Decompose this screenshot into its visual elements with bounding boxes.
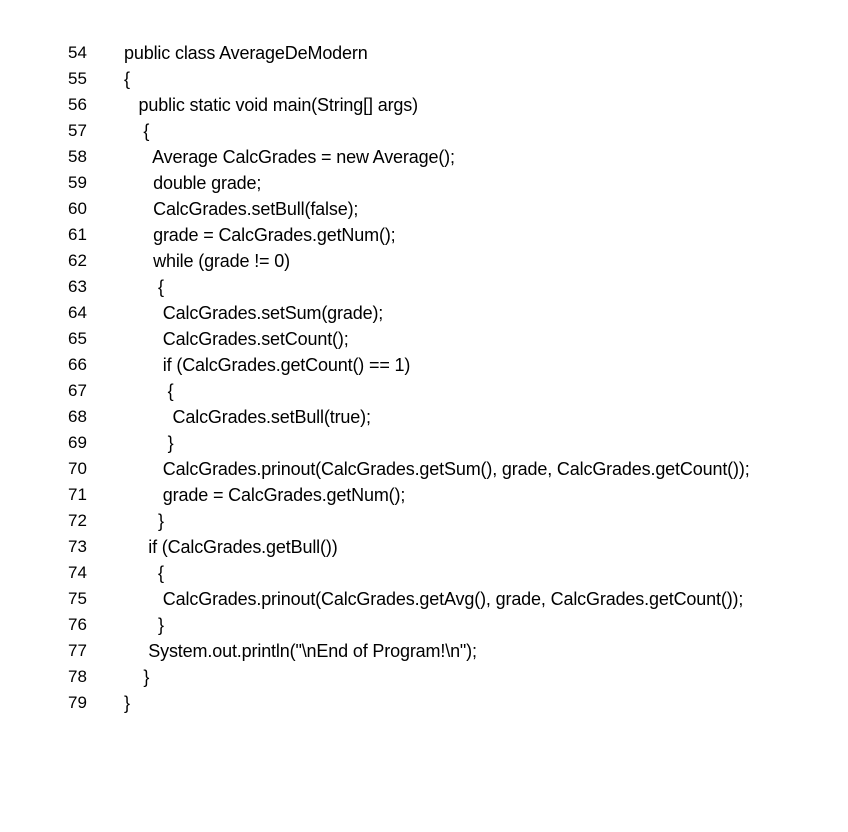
code-line bbox=[0, 534, 848, 560]
code-line bbox=[0, 456, 848, 482]
code-text: grade = CalcGrades.getNum(); bbox=[124, 485, 406, 505]
code-text: } bbox=[124, 433, 174, 453]
line-number: 68 bbox=[68, 407, 87, 426]
line-number: 73 bbox=[68, 537, 87, 556]
code-line bbox=[0, 222, 848, 248]
line-number: 77 bbox=[68, 641, 87, 660]
code-line bbox=[0, 664, 848, 690]
code-text: { bbox=[124, 121, 150, 141]
code-text: System.out.println("\nEnd of Program!\n"); bbox=[124, 641, 477, 661]
code-text: } bbox=[124, 667, 150, 687]
code-line bbox=[0, 430, 848, 456]
code-text: { bbox=[124, 277, 164, 297]
line-number: 61 bbox=[68, 225, 87, 244]
code-text: CalcGrades.prinout(CalcGrades.getSum(), grade, CalcGrades.getCount()); bbox=[124, 459, 750, 479]
code-line bbox=[0, 196, 848, 222]
code-line bbox=[0, 352, 848, 378]
line-number: 79 bbox=[68, 693, 87, 712]
line-number: 55 bbox=[68, 69, 87, 88]
line-number: 63 bbox=[68, 277, 87, 296]
line-number: 70 bbox=[68, 459, 87, 478]
line-number: 64 bbox=[68, 303, 87, 322]
code-line bbox=[0, 404, 848, 430]
code-text: public class AverageDeModern bbox=[124, 43, 368, 63]
code-listing bbox=[0, 40, 848, 716]
line-number: 78 bbox=[68, 667, 87, 686]
code-text: Average CalcGrades = new Average(); bbox=[124, 147, 455, 167]
line-number: 75 bbox=[68, 589, 87, 608]
code-text: if (CalcGrades.getCount() == 1) bbox=[124, 355, 411, 375]
line-number: 54 bbox=[68, 43, 87, 62]
line-number: 72 bbox=[68, 511, 87, 530]
code-text: CalcGrades.setBull(true); bbox=[124, 407, 371, 427]
code-line bbox=[0, 326, 848, 352]
line-number: 57 bbox=[68, 121, 87, 140]
code-text: public static void main(String[] args) bbox=[124, 95, 418, 115]
code-line bbox=[0, 92, 848, 118]
code-line bbox=[0, 508, 848, 534]
code-text: { bbox=[124, 381, 174, 401]
line-number: 59 bbox=[68, 173, 87, 192]
line-number: 71 bbox=[68, 485, 87, 504]
line-number: 66 bbox=[68, 355, 87, 374]
code-text: if (CalcGrades.getBull()) bbox=[124, 537, 338, 557]
code-line bbox=[0, 638, 848, 664]
line-number: 62 bbox=[68, 251, 87, 270]
code-text: } bbox=[124, 615, 164, 635]
code-text: } bbox=[124, 511, 164, 531]
code-text: double grade; bbox=[124, 173, 262, 193]
code-line bbox=[0, 66, 848, 92]
code-text: } bbox=[124, 693, 130, 713]
code-line bbox=[0, 274, 848, 300]
code-text: while (grade != 0) bbox=[124, 251, 290, 271]
code-line bbox=[0, 300, 848, 326]
code-text: CalcGrades.setSum(grade); bbox=[124, 303, 384, 323]
code-text: { bbox=[124, 69, 130, 89]
code-text: CalcGrades.setBull(false); bbox=[124, 199, 359, 219]
code-line bbox=[0, 118, 848, 144]
code-line bbox=[0, 612, 848, 638]
line-number: 65 bbox=[68, 329, 87, 348]
line-number: 58 bbox=[68, 147, 87, 166]
code-text: { bbox=[124, 563, 164, 583]
code-text: CalcGrades.setCount(); bbox=[124, 329, 349, 349]
line-number: 60 bbox=[68, 199, 87, 218]
line-number: 67 bbox=[68, 381, 87, 400]
line-number: 74 bbox=[68, 563, 87, 582]
code-line bbox=[0, 586, 848, 612]
code-line bbox=[0, 482, 848, 508]
code-line bbox=[0, 560, 848, 586]
code-text: CalcGrades.prinout(CalcGrades.getAvg(), grade, CalcGrades.getCount()); bbox=[124, 589, 744, 609]
line-number: 56 bbox=[68, 95, 87, 114]
code-line bbox=[0, 690, 848, 716]
code-line bbox=[0, 170, 848, 196]
code-line bbox=[0, 248, 848, 274]
line-number: 69 bbox=[68, 433, 87, 452]
code-text: grade = CalcGrades.getNum(); bbox=[124, 225, 396, 245]
code-line bbox=[0, 40, 848, 66]
code-line bbox=[0, 144, 848, 170]
line-number: 76 bbox=[68, 615, 87, 634]
code-line bbox=[0, 378, 848, 404]
